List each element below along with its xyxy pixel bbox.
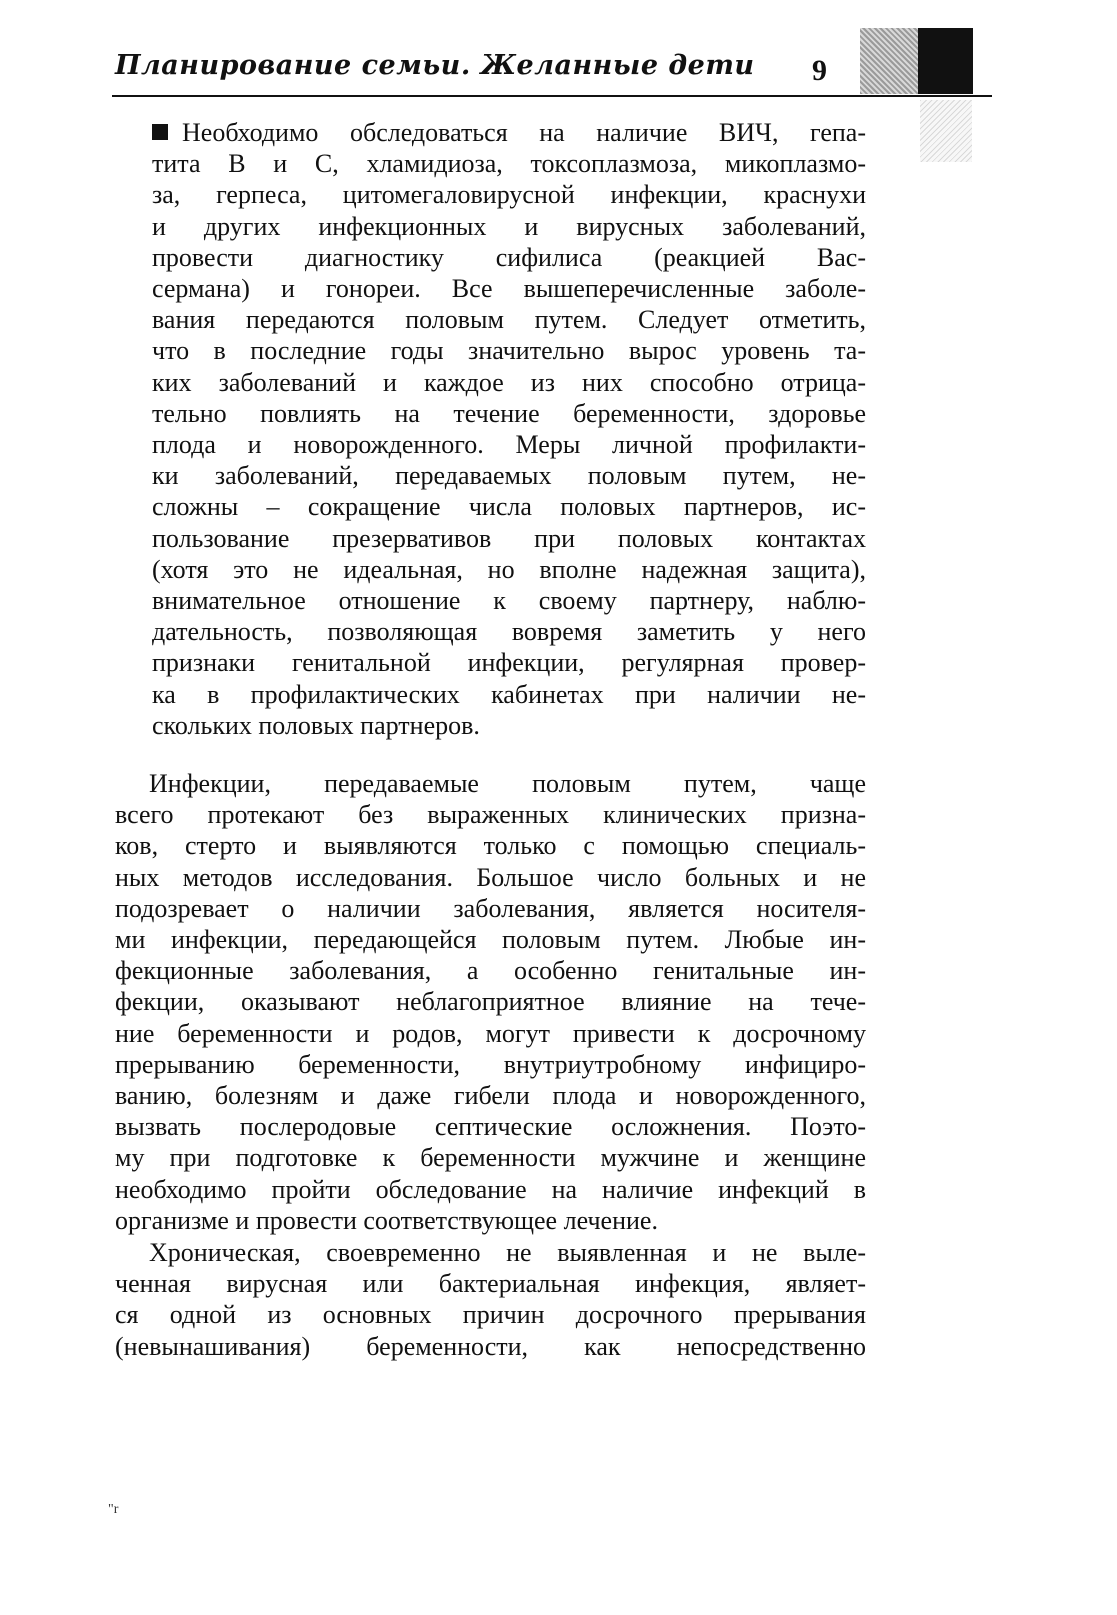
paragraph-line: прерыванию беременности, внутриутробному инфициро- bbox=[115, 1049, 866, 1079]
stray-scan-mark: "r bbox=[108, 1502, 119, 1517]
paragraph-line: организме и провести соответствующее лечение. bbox=[115, 1205, 658, 1235]
paragraph-line: Хроническая, своевременно не выявленная и не выле- bbox=[149, 1238, 866, 1267]
bullet-line: тита В и С, хламидиоза, токсоплазмоза, микоплазмо- bbox=[152, 149, 866, 179]
bullet-line: ких заболеваний и каждое из них способно отрица- bbox=[152, 367, 866, 397]
paragraph-line: ми инфекции, передающейся половым путем. Любые ин- bbox=[115, 925, 866, 955]
paragraph-line: ние беременности и родов, могут привести к досрочному bbox=[115, 1018, 866, 1048]
bullet-line: дательность, позволяющая вовремя заметить у него bbox=[152, 617, 866, 647]
bullet-paragraph bbox=[152, 117, 866, 741]
bullet-line: признаки генитальной инфекции, регулярная провер- bbox=[152, 648, 866, 678]
bullet-line: пользование презервативов при половых контактах bbox=[152, 523, 866, 553]
paragraph-line: фекции, оказывают неблагоприятное влияние на тече- bbox=[115, 987, 866, 1017]
paragraph-line: вызвать послеродовые септические осложнения. Поэто- bbox=[115, 1112, 866, 1142]
bullet-line: скольких половых партнеров. bbox=[152, 710, 480, 740]
body-paragraph-2 bbox=[115, 1237, 866, 1362]
bullet-line: плода и новорожденного. Меры личной профилакти- bbox=[152, 430, 866, 460]
bullet-line: сложны – сокращение числа половых партнеров, ис- bbox=[152, 492, 866, 522]
corner-tab-gray bbox=[860, 28, 918, 94]
paragraph-line: Инфекции, передаваемые половым путем, чаще bbox=[149, 769, 866, 798]
bullet-line: Необходимо обследоваться на наличие ВИЧ, гепа- bbox=[152, 117, 866, 148]
paragraph-line: ся одной из основных причин досрочного прерывания bbox=[115, 1300, 866, 1330]
paragraph-line: ченная вирусная или бактериальная инфекция, являет- bbox=[115, 1269, 866, 1299]
paragraph-line: необходимо пройти обследование на наличие инфекций в bbox=[115, 1174, 866, 1204]
bullet-line: ка в профилактических кабинетах при наличии не- bbox=[152, 679, 866, 709]
paragraph-line: фекционные заболевания, а особенно генитальные ин- bbox=[115, 956, 866, 986]
paragraph-line: всего протекают без выраженных клинических призна- bbox=[115, 800, 866, 830]
bullet-line: (хотя это не идеальная, но вполне надежная защита), bbox=[152, 554, 866, 584]
paragraph-line: (невынашивания) беременности, как непосредственно bbox=[115, 1331, 866, 1361]
bullet-line: провести диагностику сифилиса (реакцией Вас- bbox=[152, 242, 866, 272]
bullet-line: тельно повлиять на течение беременности, здоровье bbox=[152, 398, 866, 428]
bullet-line: что в последние годы значительно вырос уровень та- bbox=[152, 336, 866, 366]
bullet-square-icon bbox=[152, 124, 168, 140]
page-number: 9 bbox=[812, 54, 827, 87]
paragraph-line: ных методов исследования. Большое число больных и не bbox=[115, 862, 866, 892]
paragraph-line: ков, стерто и выявляются только с помощью специаль- bbox=[115, 831, 866, 861]
bullet-line: за, герпеса, цитомегаловирусной инфекции, краснухи bbox=[152, 180, 866, 210]
bullet-line: сермана) и гонореи. Все вышеперечисленные заболе- bbox=[152, 274, 866, 304]
running-title: Планирование семьи. Желанные дети bbox=[115, 50, 755, 81]
paragraph-line: подозревает о наличии заболевания, является носителя- bbox=[115, 893, 866, 923]
body-paragraph-1 bbox=[115, 768, 866, 1236]
paragraph-line: ванию, болезням и даже гибели плода и новорожденного, bbox=[115, 1081, 866, 1111]
bullet-line: ки заболеваний, передаваемых половым путем, не- bbox=[152, 461, 866, 491]
paragraph-line: му при подготовке к беременности мужчине и женщине bbox=[115, 1143, 866, 1173]
corner-tab-black bbox=[918, 28, 973, 94]
header-rule bbox=[112, 95, 992, 97]
bullet-line: и других инфекционных и вирусных заболеваний, bbox=[152, 211, 866, 241]
bullet-line: внимательное отношение к своему партнеру, наблю- bbox=[152, 586, 866, 616]
corner-tab-fade bbox=[920, 100, 972, 162]
bullet-line: вания передаются половым путем. Следует отметить, bbox=[152, 305, 866, 335]
